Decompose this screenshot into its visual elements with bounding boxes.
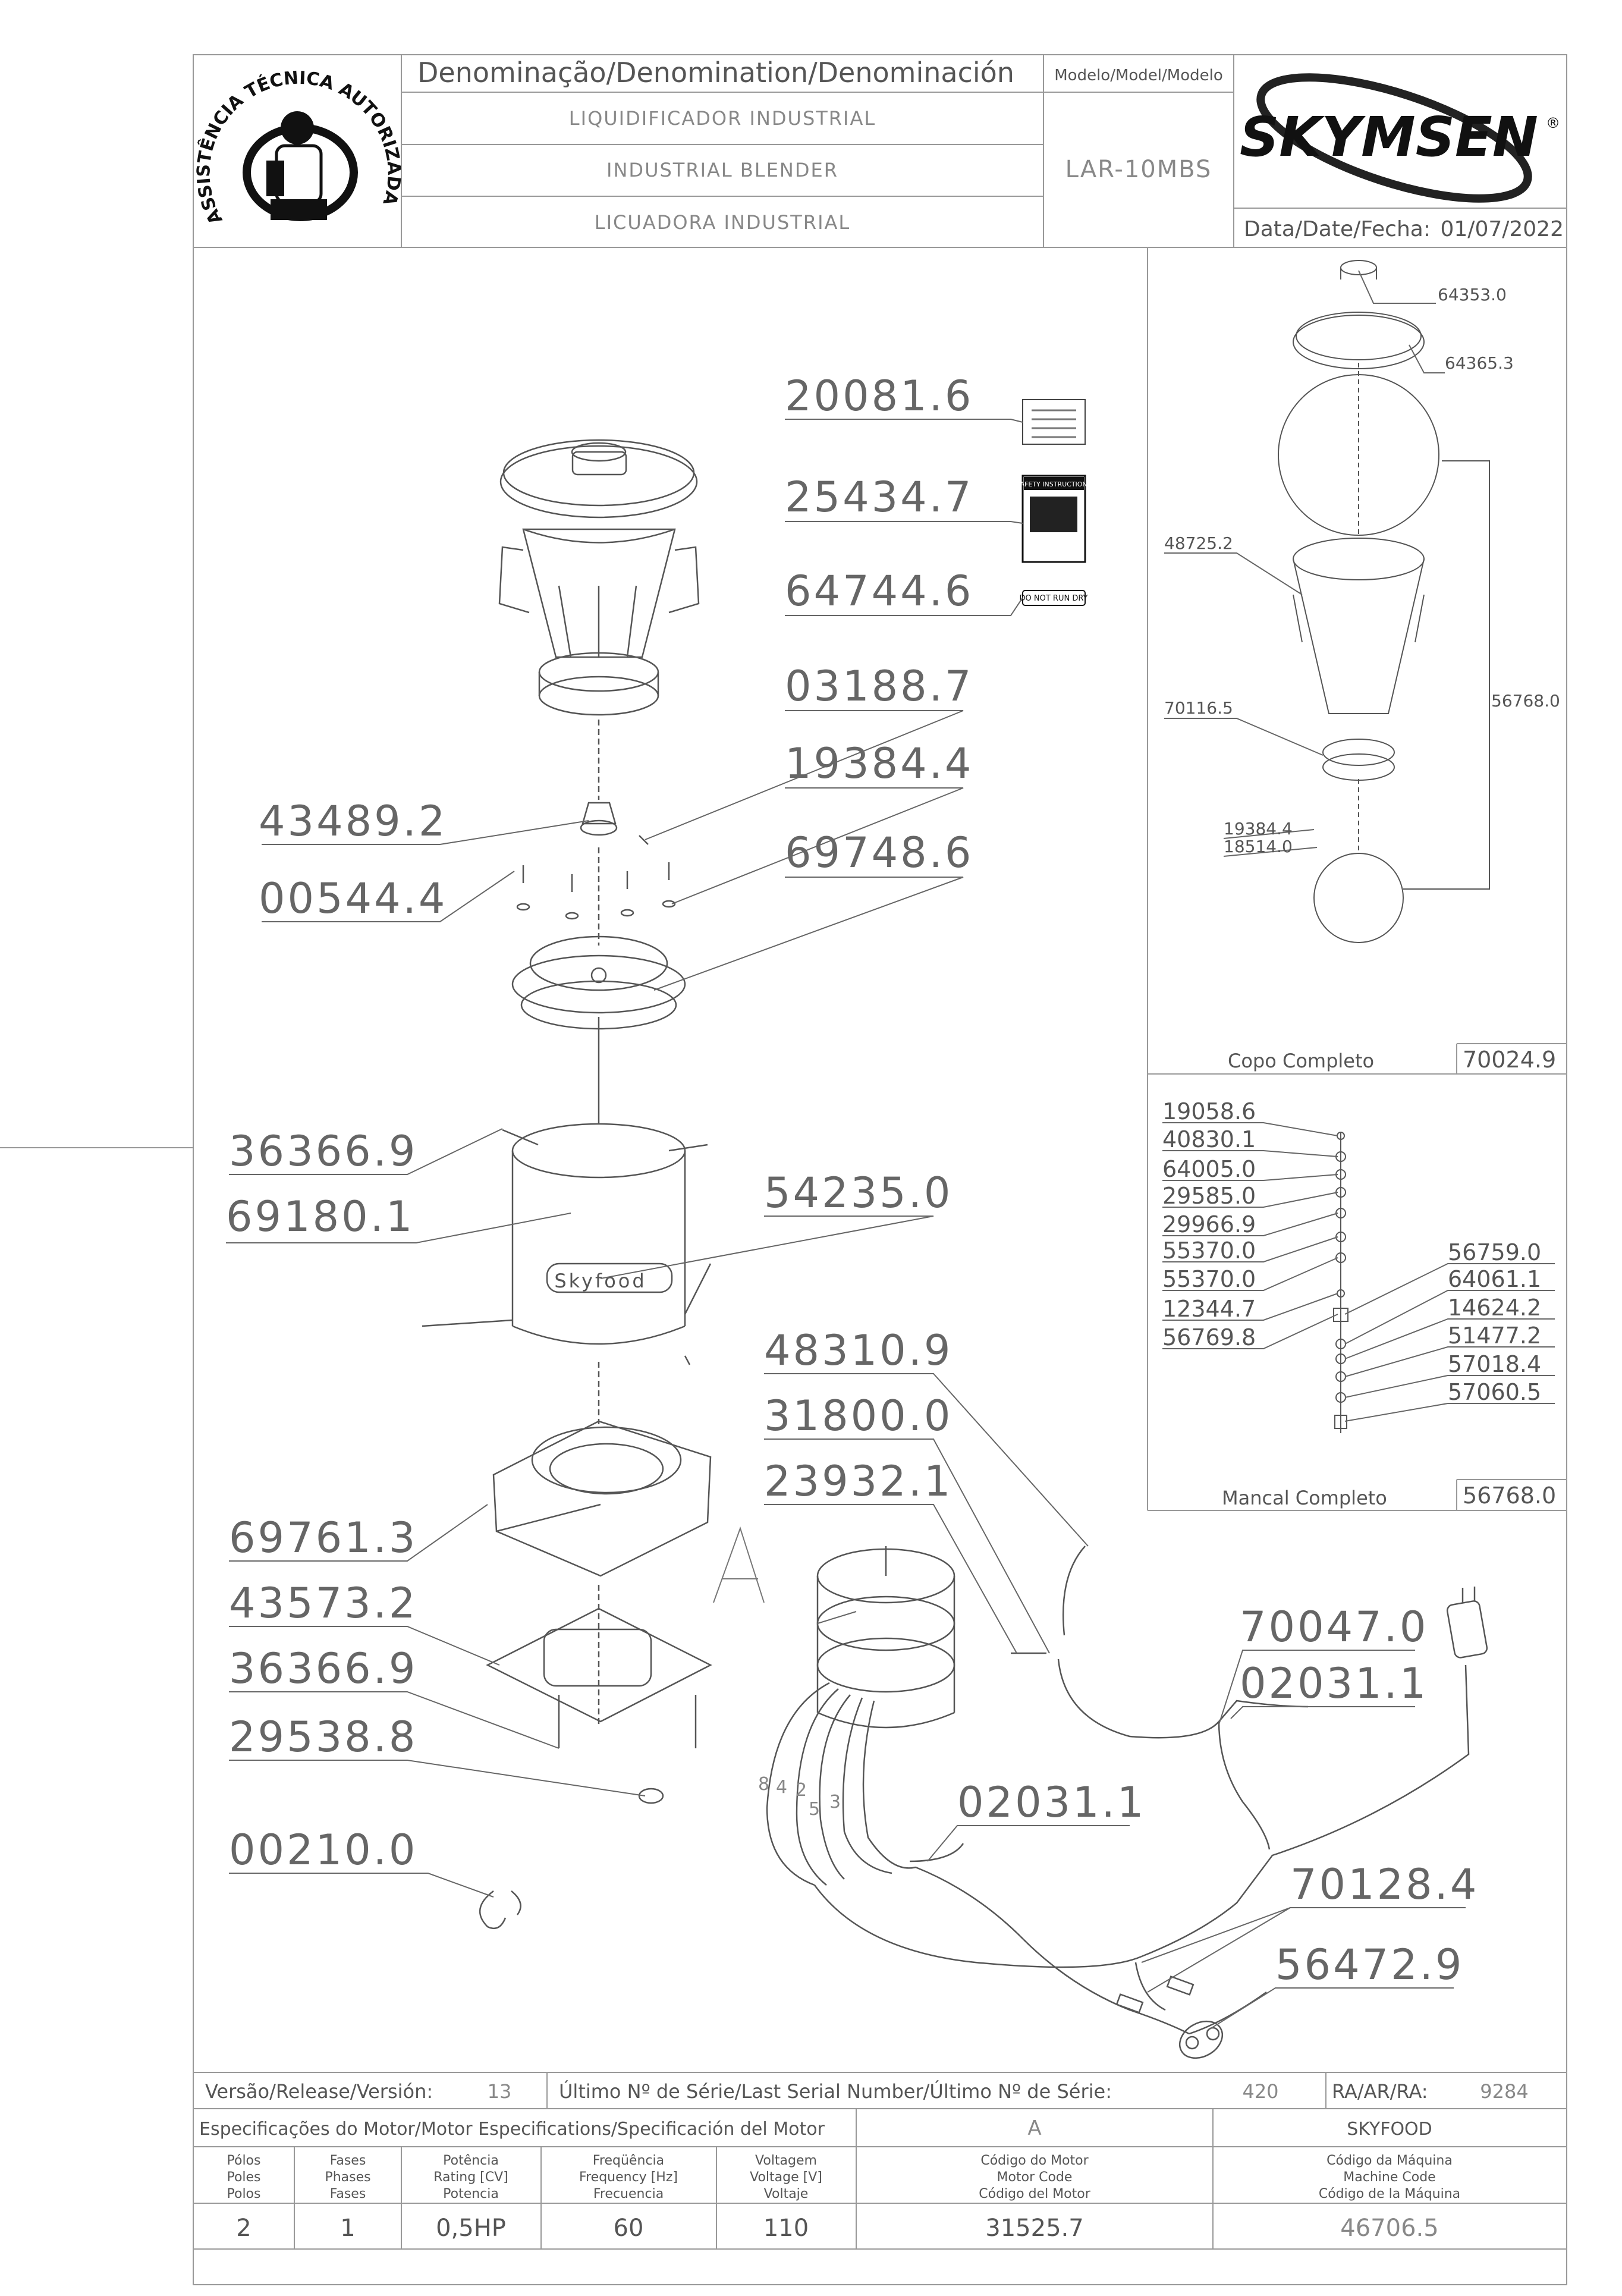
part-code: 70128.4 (1290, 1860, 1479, 1909)
mancal-left-code: 29966.9 (1162, 1211, 1256, 1237)
spec-label-pt: Pólos (227, 2153, 261, 2168)
spec-value: 60 (613, 2215, 644, 2242)
part-code: 36366.9 (229, 1644, 418, 1693)
motor (818, 1546, 954, 1728)
spec-label-en: Voltage [V] (750, 2170, 822, 2185)
spec-label-es: Código del Motor (979, 2187, 1090, 2201)
spec-label-es: Código de la Máquina (1318, 2187, 1461, 2201)
date-value: 01/07/2022 (1440, 217, 1564, 241)
part-code: 64744.6 (785, 567, 974, 615)
copo-part-code: 64365.3 (1445, 353, 1514, 373)
spec-label-pt: Voltagem (755, 2153, 817, 2168)
mancal-left-code: 40830.1 (1162, 1126, 1256, 1152)
wire-number: 4 (776, 1777, 788, 1798)
spec-label-en: Phases (325, 2170, 371, 2185)
part-code: 00544.4 (259, 874, 448, 923)
part-code: 29538.8 (229, 1713, 418, 1761)
mancal-left-code: 12344.7 (1162, 1296, 1256, 1322)
spec-label-en: Machine Code (1343, 2170, 1436, 2185)
spec-label-en: Frequency [Hz] (579, 2170, 678, 2185)
spec-label-pt: Código do Motor (980, 2153, 1089, 2168)
mancal-right-code: 57060.5 (1448, 1379, 1542, 1405)
version-label: Versão/Release/Versión: (205, 2080, 433, 2103)
wire-number: 2 (796, 1780, 807, 1801)
motor-spec-label: Especificações do Motor/Motor Especifications/Specificación del Motor (199, 2119, 825, 2140)
bearing-base (513, 937, 685, 1029)
part-code: 54235.0 (764, 1169, 953, 1217)
ra-label: RA/AR/RA: (1332, 2080, 1428, 2103)
callout-letter: A (737, 1595, 741, 1601)
spec-label-pt: Freqüência (592, 2153, 665, 2168)
motor-housing (422, 1124, 711, 1365)
mancal-right-code: 14624.2 (1448, 1295, 1542, 1321)
part-code: 02031.1 (1240, 1659, 1429, 1708)
copo-title: Copo Completo (1228, 1050, 1375, 1072)
mancal-right-code: 57018.4 (1448, 1351, 1542, 1377)
spec-value: 2 (236, 2215, 252, 2242)
do-not-run-dry-sticker: DO NOT RUN DRY (1019, 594, 1088, 603)
part-code: 69180.1 (226, 1192, 415, 1241)
spec-label-es: Voltaje (763, 2187, 809, 2201)
jar (499, 440, 699, 715)
mancal-left-code: 55370.0 (1162, 1237, 1256, 1264)
mancal-right-code: 51477.2 (1448, 1323, 1542, 1349)
copo-part-code: 70116.5 (1164, 698, 1233, 718)
spec-label-es: Fases (329, 2187, 366, 2201)
mancal-left-code: 19058.6 (1162, 1098, 1256, 1125)
spec-label-en: Rating [CV] (433, 2170, 508, 2185)
part-code: 31800.0 (764, 1392, 953, 1440)
copo-part-code: 48725.2 (1164, 533, 1233, 553)
wire-number: 8 (758, 1774, 770, 1795)
spec-value: 110 (763, 2215, 809, 2242)
date-label: Data/Date/Fecha: (1244, 217, 1431, 241)
safety-sticker-text: SAFETY INSTRUCTIONS (1016, 480, 1092, 488)
mancal-code: 56768.0 (1463, 1482, 1557, 1509)
seal-text: ASSISTÊNCIA TÉCNICA AUTORIZADA (193, 67, 404, 228)
spec-value: 0,5HP (436, 2215, 506, 2242)
part-code: 00210.0 (229, 1826, 418, 1874)
model-value: LAR-10MBS (1065, 156, 1212, 183)
version-value: 13 (487, 2080, 512, 2103)
mancal-drawing (1334, 1132, 1348, 1433)
skymsen-logo (1240, 52, 1560, 224)
part-code: 69761.3 (229, 1513, 418, 1562)
wire-number: 5 (809, 1799, 821, 1820)
brand-registered-mark: ® (1546, 115, 1560, 131)
part-code: 03188.7 (785, 662, 974, 711)
copo-part-code: 56768.0 (1491, 691, 1560, 711)
ra-value: 9284 (1480, 2080, 1529, 2103)
name-es: LICUADORA INDUSTRIAL (594, 211, 851, 234)
part-code: 70047.0 (1240, 1603, 1429, 1651)
spec-label-es: Potencia (443, 2187, 499, 2201)
spec-value: 46706.5 (1340, 2215, 1439, 2242)
name-pt: LIQUIDIFICADOR INDUSTRIAL (568, 107, 876, 130)
part-code: 02031.1 (957, 1778, 1146, 1827)
mancal-left-code: 64005.0 (1162, 1156, 1256, 1182)
part-code: 25434.7 (785, 473, 974, 522)
footer-table (199, 2080, 1529, 2140)
power-plug (1447, 1587, 1488, 1659)
brand-name: SKYMSEN (1240, 105, 1538, 169)
copo-code: 70024.9 (1463, 1047, 1557, 1073)
housing-logo: Skyfood (554, 1270, 647, 1292)
model-label: Modelo/Model/Modelo (1054, 67, 1223, 84)
mancal-title: Mancal Completo (1222, 1487, 1387, 1509)
mancal-left-code: 29585.0 (1162, 1183, 1256, 1209)
motor-type: A (1027, 2116, 1042, 2140)
spec-label-es: Frecuencia (593, 2187, 664, 2201)
mancal-left-code: 56769.8 (1162, 1324, 1256, 1350)
authorized-service-seal (193, 68, 404, 228)
copo-part-code: 19384.4 (1224, 819, 1293, 838)
name-en: INDUSTRIAL BLENDER (606, 159, 838, 181)
copo-part-code: 18514.0 (1224, 837, 1293, 856)
copo-part-codes (1164, 285, 1560, 1073)
spec-label-pt: Potência (443, 2153, 499, 2168)
spec-value: 1 (340, 2215, 356, 2242)
main-part-codes (226, 372, 1479, 1989)
part-code: 36366.9 (229, 1127, 418, 1176)
mancal-left-code: 55370.0 (1162, 1266, 1256, 1292)
machine-brand: SKYFOOD (1347, 2119, 1432, 2140)
serial-label: Último Nº de Série/Last Serial Number/Último Nº de Série: (559, 2080, 1112, 2103)
part-code: 69748.6 (785, 828, 974, 877)
serial-value: 420 (1242, 2080, 1279, 2103)
mancal-right-code: 64061.1 (1448, 1266, 1542, 1292)
wire-number: 3 (829, 1792, 841, 1813)
part-code: 19384.4 (785, 739, 974, 788)
spec-label-pt: Fases (329, 2153, 366, 2168)
callout-a (713, 1528, 764, 1603)
spec-label-pt: Código da Máquina (1326, 2153, 1453, 2168)
spec-label-en: Poles (227, 2170, 261, 2185)
mancal-right-code: 56759.0 (1448, 1239, 1542, 1265)
coupling (581, 803, 617, 835)
copo-leaders (1164, 271, 1445, 856)
part-code: 56472.9 (1275, 1940, 1464, 1989)
copo-part-code: 64353.0 (1438, 285, 1507, 304)
denomination-label: Denominação/Denomination/Denominación (417, 56, 1014, 89)
mancal-part-codes (1162, 1098, 1556, 1509)
part-code: 43573.2 (229, 1579, 418, 1628)
part-code: 20081.6 (785, 372, 974, 420)
spec-value: 31525.7 (985, 2215, 1084, 2242)
part-code: 48310.9 (764, 1326, 953, 1375)
base-housing (493, 1421, 711, 1576)
part-code: 43489.2 (259, 797, 448, 846)
spec-columns (227, 2153, 1460, 2242)
spec-label-es: Polos (227, 2187, 261, 2201)
part-code: 23932.1 (764, 1457, 953, 1506)
spec-label-en: Motor Code (997, 2170, 1073, 2185)
